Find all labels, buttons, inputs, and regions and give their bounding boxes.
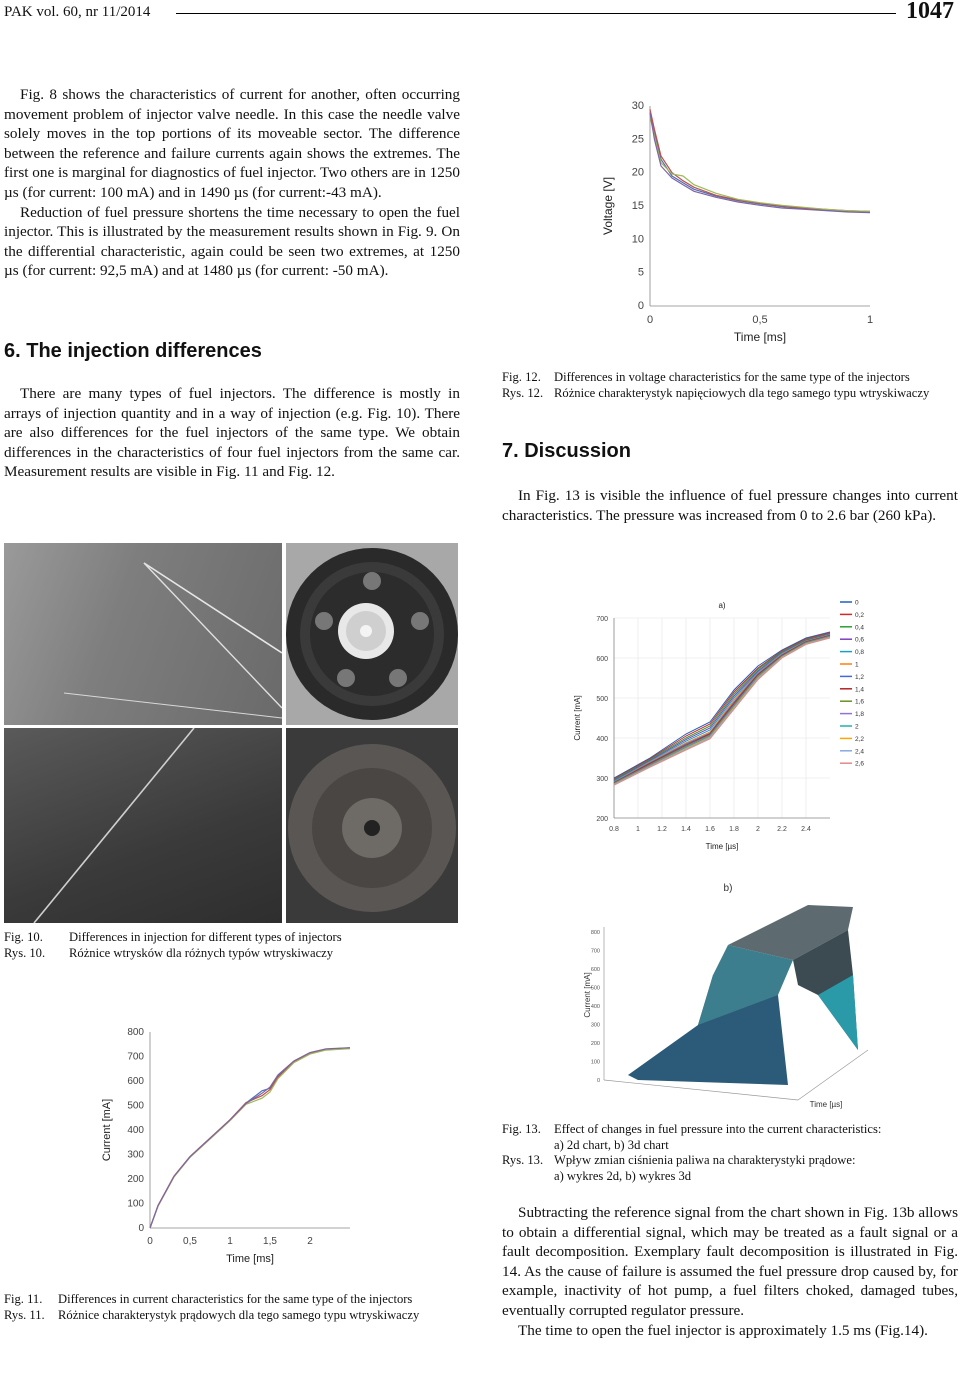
series-line — [650, 109, 870, 211]
series-line — [650, 113, 870, 213]
z-tick-label: 700 — [590, 948, 600, 955]
caption-text: Differences in current characteristics for the same type of the injectors — [58, 1292, 413, 1306]
fig10-caption — [4, 930, 460, 961]
y-tick-label: 300 — [127, 1149, 144, 1161]
paragraph: Subtracting the reference signal from the chart shown in Fig. 13b allows to obtain a differential signal, which may be treated as a fault signal or a fault decomposition. Exemplary fault decomposition is illustrated in Fig. 14. As the cause of failure is assumed the fuel pressure drop caused by, for example, inactivity of hot pump, a fuel filters choked, damaged tubes, eventually corrupted regulator pressure. — [502, 1204, 958, 1319]
y-tick-label: 10 — [631, 233, 644, 246]
paragraph: There are many types of fuel injectors. The difference is mostly in arrays of injection quantity and in a way of injection (e.g. Fig. 10). There are also differences for the fuel injectors of the same type. We obtain differences in the characteristics of four fuel injectors from the same car. Measurement results are visible in Fig. 11 and Fig. 12. — [4, 385, 460, 481]
x-axis-label: Time [ms] — [226, 1253, 274, 1265]
caption-text: Differences in injection for different types of injectors — [69, 930, 342, 944]
caption-number: Rys. 13. — [502, 1153, 544, 1168]
injection-photo-spray — [4, 543, 282, 725]
legend-label: 2 — [855, 723, 859, 731]
x-tick-label: 1 — [227, 1236, 233, 1247]
fig12-chart — [598, 92, 882, 360]
chart-title: a) — [718, 601, 726, 610]
x-tick-label: 1 — [866, 314, 874, 326]
x-tick-label: 0 — [646, 314, 654, 326]
z-tick-label: 100 — [590, 1059, 600, 1066]
fig13a-plot — [573, 600, 864, 852]
y-tick-label: 800 — [127, 1027, 144, 1038]
fig11-chart — [98, 1018, 360, 1280]
y-tick-label: 200 — [596, 816, 608, 823]
x-tick-label: 0 — [147, 1236, 153, 1247]
x-axis-label: Time [ms] — [733, 330, 787, 344]
fig13-caption — [502, 1122, 958, 1184]
injector-nozzle-photo-1 — [286, 543, 458, 725]
z-tick-label: 300 — [590, 1022, 600, 1029]
y-tick-label: 500 — [596, 696, 608, 703]
legend-label: 1 — [855, 661, 859, 669]
y-tick-label: 5 — [637, 266, 644, 279]
y-tick-label: 0 — [138, 1223, 144, 1234]
caption-text: Effect of changes in fuel pressure into the current characteristics: — [554, 1122, 882, 1136]
legend-label: 0,4 — [855, 624, 865, 632]
left-column-text — [4, 85, 460, 281]
section-heading-6: 6. The injection differences — [4, 340, 262, 362]
series-line — [150, 1048, 350, 1228]
nozzle-single — [286, 728, 458, 923]
nozzle-4hole — [286, 543, 458, 725]
x-axis-label: Time [µs] — [705, 842, 739, 851]
legend-label: 0,2 — [855, 611, 865, 619]
y-tick-label: 100 — [127, 1198, 144, 1210]
caption-text: Różnice wtrysków dla różnych typów wtryskiwaczy — [69, 945, 334, 960]
legend-label: 0,6 — [855, 636, 865, 644]
injection-photo-single-jet — [4, 728, 282, 923]
y-tick-label: 25 — [631, 133, 644, 146]
y-axis-label: Current [mA] — [573, 695, 582, 741]
x-tick-label: 1,5 — [263, 1236, 277, 1247]
caption-number: Rys. 11. — [4, 1307, 45, 1322]
y-tick-label: 0 — [637, 300, 644, 312]
paragraph: Reduction of fuel pressure shortens the time necessary to open the fuel injector. This is illustrated by the measurement results shown in Fig. 9. On the differential characteristic, again could be seen two extremes, at 1250 µs (for current: 92,5 mA) and at 1480 µs (for current: -50 mA). — [4, 203, 460, 280]
legend-label: 1,6 — [855, 698, 865, 706]
series-line — [150, 1048, 350, 1228]
x-tick-label: 0.8 — [609, 826, 619, 833]
fig13b-title: b) — [723, 883, 733, 894]
caption-number: Rys. 12. — [502, 385, 544, 400]
y-tick-label: 20 — [631, 166, 644, 179]
series-line — [650, 116, 870, 211]
fig12-caption — [502, 370, 958, 401]
legend-label: 2,2 — [855, 735, 865, 743]
caption-number: Fig. 10. — [4, 930, 43, 944]
section-heading-7: 7. Discussion — [502, 440, 631, 462]
caption-text: a) 2d chart, b) 3d chart — [554, 1137, 669, 1152]
x-tick-label: 0,5 — [183, 1236, 197, 1247]
legend-label: 1,4 — [855, 686, 865, 694]
series-line — [614, 632, 830, 778]
y-tick-label: 500 — [127, 1100, 144, 1112]
x-tick-label: 1 — [636, 826, 640, 833]
legend-label: 0 — [855, 599, 859, 607]
right-column-text — [502, 486, 958, 525]
y-tick-label: 400 — [127, 1125, 144, 1136]
legend-label: 2,4 — [855, 748, 865, 756]
fig13a-chart — [572, 588, 872, 868]
paragraph: The time to open the fuel injector is approximately 1.5 ms (Fig.14). — [518, 1321, 928, 1339]
caption-text: Różnice charakterystyk prądowych dla tego samego typu wtryskiwaczy — [58, 1307, 420, 1322]
series-line — [150, 1048, 350, 1228]
x-tick-label: 2 — [307, 1236, 313, 1247]
caption-text: a) wykres 2d, b) wykres 3d — [554, 1168, 692, 1183]
z-tick-label: 800 — [590, 930, 600, 936]
x-tick-label: 1.8 — [729, 826, 739, 833]
page-number: 1047 — [906, 0, 954, 24]
fig11-caption — [4, 1292, 460, 1323]
single-jet — [4, 728, 282, 923]
y-tick-label: 30 — [631, 100, 644, 112]
y-tick-label: 700 — [596, 616, 608, 623]
caption-text: Różnice charakterystyk napięciowych dla tego samego typu wtryskiwaczy — [554, 385, 930, 400]
right-column-text-2 — [502, 1203, 958, 1340]
left-column-text-2 — [4, 384, 460, 482]
caption-text: Differences in voltage characteristics for the same type of the injectors — [554, 370, 910, 384]
y-tick-label: 700 — [127, 1051, 144, 1063]
x-tick-label: 2.4 — [801, 826, 811, 833]
fig13b-xlabel: Time [µs] — [809, 1100, 843, 1109]
x-tick-label: 1.4 — [681, 826, 691, 833]
paragraph: In Fig. 13 is visible the influence of fuel pressure changes into current characteristics. The pressure was increased from 0 to 2.6 bar (260 kPa). — [502, 487, 958, 524]
x-tick-label: 1.6 — [705, 826, 715, 833]
spray-jets — [4, 543, 282, 725]
x-tick-label: 1.2 — [657, 826, 667, 833]
series-line — [650, 113, 870, 212]
journal-name: PAK vol. 60, nr 11/2014 — [4, 4, 151, 20]
fig13b-ticks — [591, 930, 600, 1084]
legend-label: 2,6 — [855, 760, 865, 768]
fig11-plot — [101, 1027, 350, 1265]
series-line — [150, 1049, 350, 1228]
y-tick-label: 200 — [127, 1174, 144, 1185]
caption-number: Fig. 11. — [4, 1292, 43, 1306]
legend-label: 1,8 — [855, 711, 865, 719]
y-tick-label: 300 — [596, 776, 608, 783]
y-axis-label: Voltage [V] — [601, 176, 615, 236]
z-tick-label: 600 — [590, 967, 600, 973]
caption-text: Wpływ zmian ciśnienia paliwa na charakterystyki prądowe: — [554, 1153, 856, 1168]
y-tick-label: 600 — [127, 1076, 144, 1087]
fig13b-chart — [578, 875, 878, 1115]
legend-label: 0,8 — [855, 649, 865, 657]
z-tick-label: 200 — [590, 1041, 600, 1047]
caption-number: Fig. 12. — [502, 370, 541, 384]
y-tick-label: 600 — [596, 656, 608, 663]
z-tick-label: 0 — [596, 1078, 600, 1084]
y-axis-label: Current [mA] — [101, 1098, 113, 1162]
header-rule — [176, 13, 896, 14]
y-tick-label: 15 — [631, 200, 644, 212]
x-tick-label: 2 — [756, 826, 760, 833]
injector-nozzle-photo-2 — [286, 728, 458, 923]
z-tick-label: 500 — [590, 985, 600, 992]
fig12-plot — [601, 100, 873, 344]
x-tick-label: 0,5 — [752, 314, 768, 326]
caption-number: Rys. 10. — [4, 945, 46, 960]
y-tick-label: 400 — [596, 736, 608, 743]
paragraph: Fig. 8 shows the characteristics of current for another, often occurring movement problem of injector valve needle. In this case the needle valve solely moves in the top portions of its moveable sector. The difference between the reference and failure currents again shows the extremes. The first one is marginal for diagnostics of fuel injector. Two others are in 1250 µs (for current: 100 mA) and in 1490 µs (for current:-43 mA). — [4, 86, 460, 201]
caption-number: Fig. 13. — [502, 1122, 541, 1136]
fig13b-ylabel: Current [mA] — [583, 972, 592, 1018]
running-header — [4, 0, 958, 30]
legend-label: 1,2 — [855, 673, 865, 681]
z-tick-label: 400 — [590, 1004, 600, 1010]
x-tick-label: 2.2 — [777, 826, 787, 833]
